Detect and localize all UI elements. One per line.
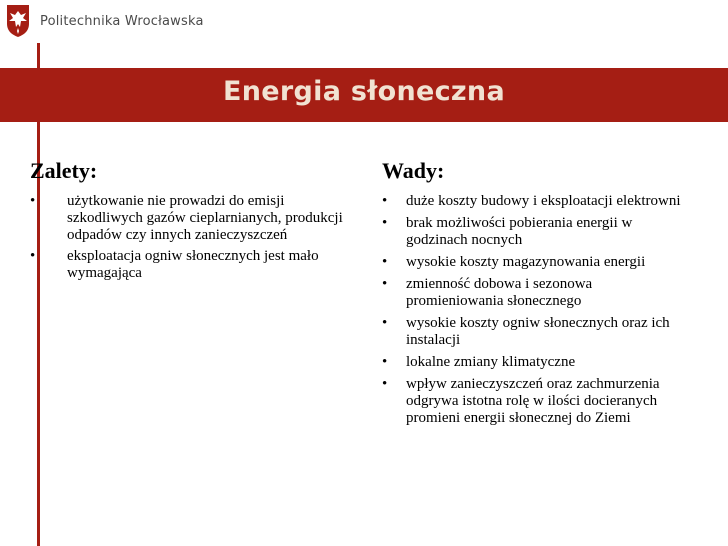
bullet-icon: • (30, 248, 36, 264)
bullet-icon: • (30, 193, 36, 209)
list-item: • eksploatacja ogniw słonecznych jest mało wymagająca (30, 248, 319, 281)
list-item: • zmienność dobowa i sezonowa promieniowania słonecznego (382, 276, 593, 309)
bullet-icon: • (382, 215, 388, 231)
eagle-shield-logo (6, 4, 30, 38)
header-bar (0, 0, 728, 43)
bullet-icon: • (382, 315, 388, 331)
disadvantages-list (382, 193, 692, 427)
list-item: • wysokie koszty magazynowania energii (382, 254, 646, 270)
advantages-column (30, 158, 350, 286)
bullet-icon: • (382, 276, 388, 292)
org-name: Politechnika Wrocławska (40, 14, 204, 29)
bullet-icon: • (382, 354, 388, 370)
list-item: • wpływ zanieczyszczeń oraz zachmurzenia odgrywa istotna rolę w ilości docieranych promieni energii słonecznej do Ziemi (382, 376, 660, 426)
bullet-icon: • (382, 193, 388, 209)
slide-title: Energia słoneczna (223, 76, 505, 107)
list-item: • lokalne zmiany klimatyczne (382, 354, 576, 370)
advantages-heading: Zalety: (30, 158, 98, 183)
bullet-icon: • (382, 254, 388, 270)
disadvantages-column (382, 158, 692, 432)
list-item: • wysokie koszty ogniw słonecznych oraz ich instalacji (382, 315, 670, 348)
disadvantages-heading: Wady: (382, 158, 445, 183)
list-item: • duże koszty budowy i eksploatacji elektrowni (382, 193, 681, 209)
list-item: • brak możliwości pobierania energii w godzinach nocnych (382, 215, 633, 248)
bullet-icon: • (382, 376, 388, 392)
list-item: • użytkowanie nie prowadzi do emisji szkodliwych gazów cieplarnianych, produkcji odpadów czy innych zanieczyszczeń (30, 193, 343, 243)
advantages-list (30, 193, 350, 282)
